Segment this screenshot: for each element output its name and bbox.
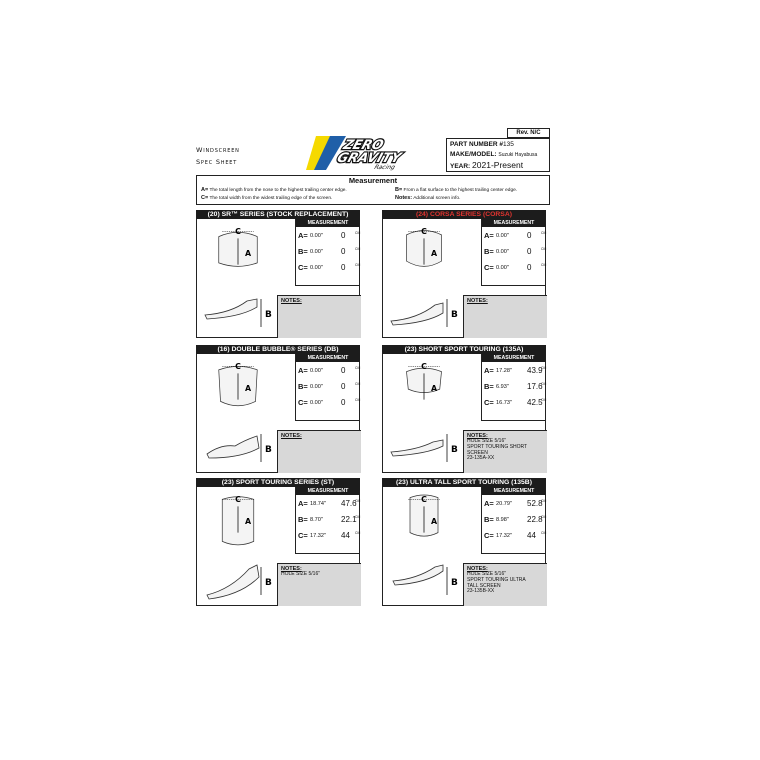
measurement-row <box>298 529 360 543</box>
measurement-key: C= <box>484 263 494 272</box>
logo-word-racing: Racing <box>373 164 396 171</box>
measurement-row <box>298 380 360 394</box>
measurement-row <box>484 364 546 378</box>
measurement-unit: CM <box>355 366 361 370</box>
make-model-value: Suzuki Hayabusa <box>498 152 538 158</box>
measurement-cm: 17.6 <box>527 382 543 391</box>
measurement-legend <box>196 175 550 205</box>
measurement-row <box>484 380 546 394</box>
dimension-a-label: A <box>431 248 438 258</box>
spec-title-line1: Windscreen <box>196 146 240 154</box>
dimension-b-label: B <box>265 445 272 455</box>
measurement-inches: 0.00" <box>496 249 509 255</box>
measurement-unit: CM <box>541 531 547 535</box>
panel-sport-touring-series <box>196 478 360 606</box>
measurement-table-header: MEASUREMENT <box>482 487 546 495</box>
measurement-table <box>295 354 360 421</box>
measurement-unit: CM <box>541 398 547 402</box>
measurement-row <box>298 261 360 275</box>
panel-title: (23) ULTRA TALL SPORT TOURING (135B) <box>382 478 546 487</box>
measurement-row <box>298 245 360 259</box>
revision-box: Rev. N/C <box>507 128 550 138</box>
dimension-c-label: C <box>235 362 241 371</box>
measurement-inches: 18.74" <box>310 501 326 507</box>
dimension-b-label: B <box>451 445 458 455</box>
legend-a: A= The total length from the nose to the highest trailing center edge. <box>201 187 347 193</box>
panel-body <box>382 487 546 606</box>
panel-body <box>196 487 360 606</box>
measurement-cm: 0 <box>527 263 532 272</box>
measurement-row <box>298 364 360 378</box>
dimension-b-label: B <box>265 310 272 320</box>
screen-top-view-diagram <box>389 357 459 423</box>
notes-label: NOTES: <box>281 298 302 304</box>
measurement-table <box>481 219 546 286</box>
make-model-label: MAKE/MODEL: <box>450 151 497 158</box>
measurement-table-header: MEASUREMENT <box>482 354 546 362</box>
spec-sheet <box>196 126 554 624</box>
dimension-b-label: B <box>451 578 458 588</box>
measurement-unit: CM <box>355 231 361 235</box>
notes-box <box>463 563 547 606</box>
measurement-table <box>295 487 360 554</box>
measurement-inches: 0.00" <box>310 233 323 239</box>
measurement-inches: 8.98" <box>496 517 509 523</box>
panel-body <box>196 219 360 338</box>
logo-word-zero: ZERO <box>341 138 386 153</box>
measurement-table-header: MEASUREMENT <box>296 219 360 227</box>
screen-side-view-diagram <box>387 287 463 333</box>
notes-box <box>463 430 547 473</box>
notes-text: HOLE SIZE 5/16" SPORT TOURING SHORT SCREEN 23-135A-XX <box>467 438 528 462</box>
measurement-inches: 17.32" <box>310 533 326 539</box>
measurement-cm: 0 <box>341 231 346 240</box>
notes-box <box>277 563 361 606</box>
measurement-key: A= <box>484 366 494 375</box>
measurement-table-header: MEASUREMENT <box>296 354 360 362</box>
measurement-unit: CM <box>355 382 361 386</box>
notes-text: HOLE SIZE 5/16" SPORT TOURING ULTRA TALL SCREEN 23-135B-XX <box>467 571 526 595</box>
screen-top-view-diagram <box>203 357 273 423</box>
panel-body <box>382 219 546 338</box>
measurement-unit: CM <box>541 382 547 386</box>
dimension-a-label: A <box>245 516 252 526</box>
measurement-key: A= <box>484 499 494 508</box>
panel-double-bubble-series <box>196 345 360 473</box>
dimension-a-label: A <box>431 383 438 393</box>
screen-top-view-diagram <box>389 490 459 556</box>
measurement-key: C= <box>298 398 308 407</box>
legend-notes: Notes: Additional screen info. <box>395 195 461 201</box>
notes-box <box>277 430 361 473</box>
measurement-key: A= <box>298 366 308 375</box>
measurement-inches: 17.28" <box>496 368 512 374</box>
measurement-table <box>481 487 546 554</box>
measurement-unit: CM <box>355 531 361 535</box>
measurement-table-header: MEASUREMENT <box>296 487 360 495</box>
measurement-inches: 0.00" <box>496 265 509 271</box>
dimension-b-label: B <box>265 578 272 588</box>
legend-b: B= From a flat surface to the highest trailing center edge. <box>395 187 518 193</box>
logo-word-gravity: GRAVITY <box>334 151 403 166</box>
screen-top-view-diagram <box>203 490 273 556</box>
measurement-unit: CM <box>355 499 361 503</box>
measurement-unit: CM <box>541 231 547 235</box>
measurement-key: B= <box>298 515 308 524</box>
measurement-row <box>484 529 546 543</box>
measurement-row <box>298 497 360 511</box>
measurement-cm: 0 <box>341 398 346 407</box>
measurement-row <box>298 396 360 410</box>
measurement-unit: CM <box>541 263 547 267</box>
measurement-inches: 20.79" <box>496 501 512 507</box>
notes-text: HOLE SIZE 5/16" <box>281 571 321 577</box>
measurement-row <box>484 396 546 410</box>
screen-side-view-diagram <box>201 555 277 601</box>
part-number-value: 135 <box>502 141 514 148</box>
panel-title: (23) SHORT SPORT TOURING (135A) <box>382 345 546 354</box>
measurement-unit: CM <box>541 366 547 370</box>
measurement-inches: 0.00" <box>310 400 323 406</box>
measurement-unit: CM <box>355 515 361 519</box>
measurement-row <box>484 229 546 243</box>
measurement-legend-title: Measurement <box>348 176 398 185</box>
measurement-key: B= <box>298 247 308 256</box>
spec-sheet-title <box>196 144 240 168</box>
measurement-unit: CM <box>355 247 361 251</box>
measurement-row <box>298 513 360 527</box>
measurement-unit: CM <box>541 515 547 519</box>
measurement-table <box>481 354 546 421</box>
part-info-box <box>446 138 550 172</box>
measurement-key: A= <box>298 499 308 508</box>
measurement-key: A= <box>484 231 494 240</box>
notes-label: NOTES: <box>467 433 488 439</box>
notes-box <box>463 295 547 338</box>
measurement-cm: 43.9 <box>527 366 543 375</box>
measurement-key: C= <box>484 398 494 407</box>
screen-side-view-diagram <box>387 422 463 468</box>
measurement-cm: 0 <box>341 247 346 256</box>
measurement-inches: 17.32" <box>496 533 512 539</box>
measurement-row <box>484 245 546 259</box>
measurement-key: C= <box>298 531 308 540</box>
panel-body <box>382 354 546 473</box>
year-label: YEAR: <box>450 163 471 170</box>
panel-ultra-tall-sport-touring <box>382 478 546 606</box>
measurement-key: B= <box>484 382 494 391</box>
dimension-c-label: C <box>421 227 427 236</box>
dimension-c-label: C <box>235 227 241 236</box>
measurement-key: B= <box>484 247 494 256</box>
measurement-inches: 0.00" <box>310 249 323 255</box>
measurement-row <box>484 513 546 527</box>
dimension-a-label: A <box>245 248 252 258</box>
notes-box <box>277 295 361 338</box>
screen-top-view-diagram <box>203 222 273 288</box>
measurement-cm: 47.6 <box>341 499 357 508</box>
measurement-cm: 52.8 <box>527 499 543 508</box>
measurement-inches: 6.93" <box>496 384 509 390</box>
screen-side-view-diagram <box>201 287 277 333</box>
measurement-inches: 0.00" <box>310 384 323 390</box>
notes-label: NOTES: <box>467 298 488 304</box>
measurement-cm: 44 <box>341 531 350 540</box>
measurement-cm: 0 <box>341 263 346 272</box>
measurement-key: B= <box>484 515 494 524</box>
zero-gravity-logo <box>306 132 436 172</box>
dimension-c-label: C <box>235 495 241 504</box>
measurement-row <box>298 229 360 243</box>
panel-title: (20) SR™ SERIES (STOCK REPLACEMENT) <box>196 210 360 219</box>
dimension-c-label: C <box>421 495 427 504</box>
panel-corsa-series <box>382 210 546 338</box>
measurement-key: A= <box>298 231 308 240</box>
notes-label: NOTES: <box>281 566 302 572</box>
measurement-inches: 16.73" <box>496 400 512 406</box>
measurement-cm: 44 <box>527 531 536 540</box>
notes-label: NOTES: <box>467 566 488 572</box>
spec-title-line2: Spec Sheet <box>196 158 238 166</box>
panel-sr-series <box>196 210 360 338</box>
panel-title: (24) CORSA SERIES (CORSA) <box>382 210 546 219</box>
measurement-table-header: MEASUREMENT <box>482 219 546 227</box>
measurement-key: B= <box>298 382 308 391</box>
measurement-table <box>295 219 360 286</box>
notes-label: NOTES: <box>281 433 302 439</box>
measurement-row <box>484 497 546 511</box>
measurement-cm: 0 <box>527 231 532 240</box>
panel-title: (23) SPORT TOURING SERIES (ST) <box>196 478 360 487</box>
panel-short-sport-touring <box>382 345 546 473</box>
measurement-inches: 8.70" <box>310 517 323 523</box>
legend-c: C= The total width from the widest trailing edge of the screen. <box>201 195 333 201</box>
panel-title: (16) DOUBLE BUBBLE® SERIES (DB) <box>196 345 360 354</box>
measurement-inches: 0.00" <box>310 265 323 271</box>
measurement-inches: 0.00" <box>496 233 509 239</box>
measurement-cm: 22.1 <box>341 515 357 524</box>
dimension-a-label: A <box>245 383 252 393</box>
measurement-cm: 0 <box>341 382 346 391</box>
screen-side-view-diagram <box>201 422 277 468</box>
year-value: 2021-Present <box>472 160 524 170</box>
dimension-a-label: A <box>431 516 438 526</box>
measurement-unit: CM <box>355 263 361 267</box>
measurement-cm: 0 <box>527 247 532 256</box>
measurement-cm: 22.8 <box>527 515 543 524</box>
screen-top-view-diagram <box>389 222 459 288</box>
dimension-b-label: B <box>451 310 458 320</box>
measurement-unit: CM <box>541 499 547 503</box>
screen-side-view-diagram <box>387 555 463 601</box>
measurement-key: C= <box>298 263 308 272</box>
measurement-cm: 42.5 <box>527 398 543 407</box>
measurement-inches: 0.00" <box>310 368 323 374</box>
measurement-cm: 0 <box>341 366 346 375</box>
panel-body <box>196 354 360 473</box>
measurement-row <box>484 261 546 275</box>
measurement-unit: CM <box>355 398 361 402</box>
measurement-unit: CM <box>541 247 547 251</box>
dimension-c-label: C <box>421 362 427 371</box>
part-number-label: PART NUMBER # <box>450 141 503 148</box>
measurement-key: C= <box>484 531 494 540</box>
